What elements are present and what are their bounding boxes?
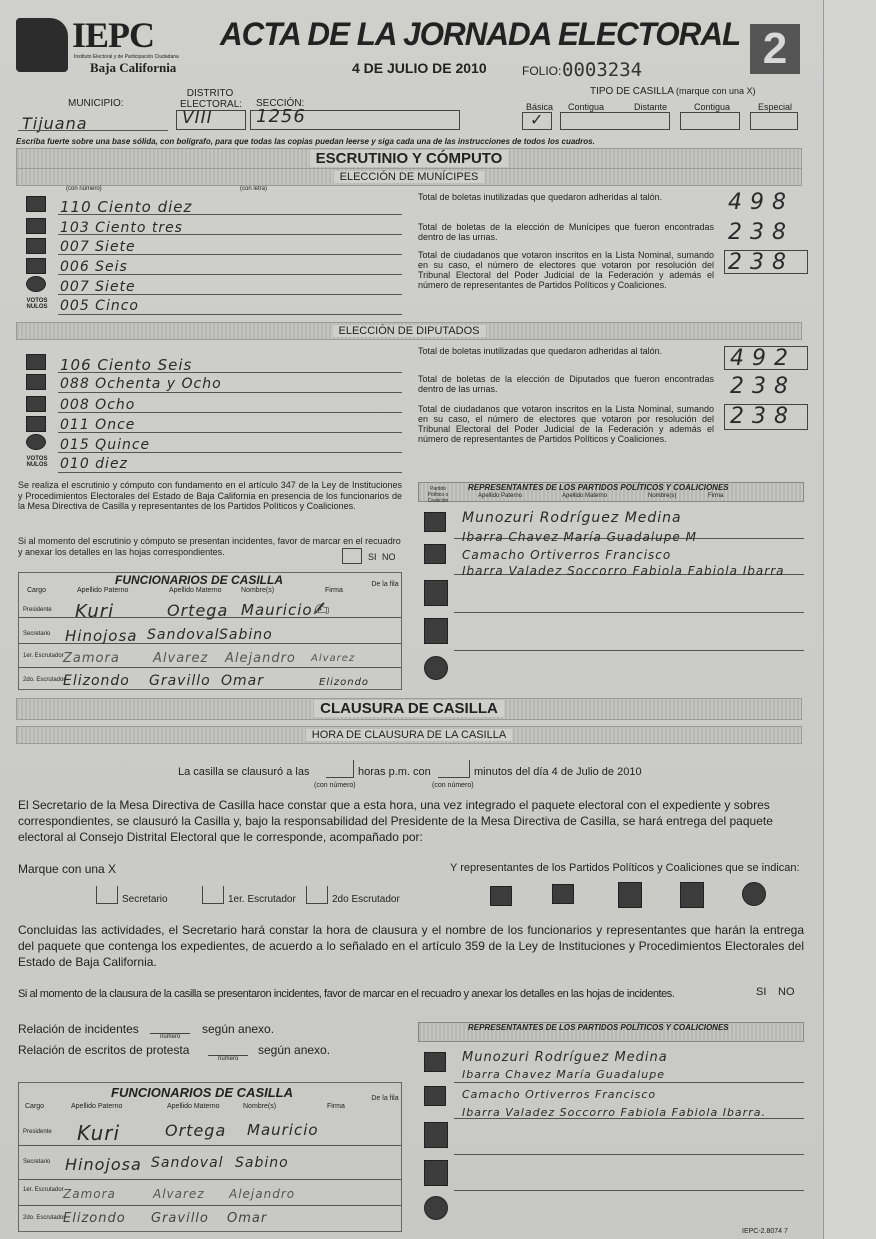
- votos-nulos-label: VOTOS NULOS: [26, 298, 48, 310]
- escrutador1-firma: Alvarez: [311, 653, 356, 664]
- dip-vote-nulos: 010 diez: [60, 456, 128, 472]
- diputados-vote-block: [18, 346, 404, 474]
- incidents-text: Si al momento del escrutinio y cómputo se presentan incidentes, favor de marcar en el recuadro y anexar los detalles en las hojas correspondientes.: [18, 536, 401, 557]
- prd-icon: [424, 1122, 448, 1148]
- distrito-value: VIII: [182, 108, 213, 128]
- tipo-especial: Especial: [758, 102, 793, 112]
- munic-stat-value-3: 238: [728, 250, 794, 275]
- election-date: 4 DE JULIO DE 2010: [352, 60, 487, 76]
- col-cargo: Cargo: [27, 587, 47, 594]
- presidente-ap: Kuri: [75, 601, 115, 622]
- row-line: [19, 1179, 401, 1180]
- distrito-label: DISTRITO ELECTORAL:: [180, 88, 243, 110]
- presidente-nom: Mauricio: [241, 601, 313, 619]
- tipo-distante: Distante: [634, 102, 668, 112]
- org-subtitle: Instituto Electoral y de Participación Ciudadana: [74, 54, 179, 60]
- row-line: [58, 472, 402, 473]
- pri-icon[interactable]: [552, 884, 574, 904]
- presidente-am: Ortega: [167, 601, 229, 620]
- municipio-value: Tijuana: [22, 114, 88, 133]
- clausura-line-end: minutos del día 4 de Julio de 2010: [474, 766, 642, 778]
- row-line: [19, 1205, 401, 1206]
- folio-label: FOLIO:: [522, 64, 562, 78]
- escrutador1-option: 1er. Escrutador: [228, 894, 296, 905]
- folio-number: 0003234: [562, 59, 643, 81]
- rep1-pt: Ibarra Valadez Soccorro Fabiola Fabiola Ibarra: [462, 564, 785, 578]
- clausura-line-mid: horas p.m. con: [358, 766, 431, 778]
- incidents-si-label: SI: [368, 552, 377, 562]
- row-line: [19, 1145, 401, 1146]
- prd-icon: [26, 238, 46, 254]
- munic-vote-pri: 103 Ciento tres: [60, 220, 183, 236]
- pri-icon: [424, 544, 446, 564]
- cargo-1er-escrutador: 1er. Escrutador: [23, 1187, 64, 1193]
- row-line: [58, 392, 402, 393]
- funcionarios2-title: FUNCIONARIOS DE CASILLA: [111, 1085, 293, 1100]
- escrutador2-ap: Elizondo: [63, 673, 130, 689]
- pt-icon: [424, 618, 448, 644]
- cargo-2do-escrutador: 2do. Escrutador: [23, 1215, 66, 1221]
- pan-icon[interactable]: [490, 886, 512, 906]
- munic-stat-value-2: 238: [728, 220, 794, 245]
- rep2-pt: Ibarra Valadez Soccorro Fabiola Fabiola Ibarra.: [462, 1106, 766, 1119]
- col-fila: De la fila: [371, 1095, 399, 1102]
- row-line: [58, 314, 402, 315]
- col-nombre: Nombre(s): [243, 1103, 277, 1110]
- escrutador2-nom: Omar: [221, 673, 264, 689]
- presidente-ap: Kuri: [77, 1121, 121, 1145]
- tipo-check-mark: ✓: [530, 110, 545, 129]
- hora-input[interactable]: [326, 760, 354, 778]
- pan-icon: [424, 512, 446, 532]
- escrutinio-header: [16, 148, 802, 170]
- rep2-prd: Camacho Ortiverros Francisco: [462, 1088, 657, 1101]
- pan-icon: [424, 1052, 446, 1072]
- dip-stat-label-2: Total de boletas de la elección de Diputados que fueron encontradas dentro de las urnas.: [418, 374, 714, 394]
- funcionarios-table-1: [18, 572, 402, 690]
- secretario-checkbox[interactable]: [96, 886, 118, 904]
- munic-stat-label-2: Total de boletas de la elección de Munícipes que fueron encontradas dentro de las urnas.: [418, 222, 714, 242]
- tipo-casilla-label: TIPO DE CASILLA: [590, 86, 674, 97]
- rep1-pri: Ibarra Chavez María Guadalupe M: [462, 530, 697, 544]
- col-ap-materno: Apellido Materno: [169, 587, 222, 594]
- cargo-presidente: Presidente: [23, 607, 52, 613]
- protesta-count-input[interactable]: [208, 1038, 248, 1056]
- pan-icon: [26, 354, 46, 370]
- munic-vote-nulos: 005 Cinco: [60, 298, 139, 314]
- rep1-prd: Camacho Ortiverros Francisco: [462, 548, 672, 562]
- municipes-header: [16, 168, 802, 186]
- munic-vote-pan: 110 Ciento diez: [60, 198, 193, 216]
- rep2-pan: Munozuri Rodríguez Medina: [462, 1050, 668, 1065]
- dip-vote-pri: 088 Ochenta y Ocho: [60, 376, 222, 392]
- pt-icon: [26, 416, 46, 432]
- rep1-pan: Munozuri Rodríguez Medina: [462, 510, 682, 526]
- incidents-si-box[interactable]: [342, 548, 362, 564]
- escrutador1-nom: Alejandro: [225, 651, 296, 666]
- tipo-contigua-box[interactable]: [560, 112, 670, 130]
- escrutador1-ap: Zamora: [63, 651, 120, 666]
- row-line: [454, 1190, 804, 1191]
- munic-vote-prd: 007 Siete: [60, 239, 136, 255]
- row-line: [454, 1154, 804, 1155]
- secretario-ap: Hinojosa: [65, 627, 138, 645]
- representantes-text: Y representantes de los Partidos Políticos y Coaliciones que se indican:: [450, 862, 800, 874]
- copy-number-badge: 2: [750, 24, 800, 74]
- prd-icon: [424, 580, 448, 606]
- clausura-title: CLAUSURA DE CASILLA: [314, 700, 504, 717]
- tipo-contigua-2: Contigua: [694, 102, 731, 112]
- col-rep-am: Apellido Materno: [562, 493, 608, 499]
- munic-stat-label-3: Total de ciudadanos que votaron inscritos en la Lista Nominal, sumando en su caso, el número de electores que votaron por resolución del Tribunal Electoral del Poder Judicial de la Federación y además el número de representantes de Partidos Políticos y Coaliciones.: [418, 250, 714, 290]
- municipes-vote-block: [18, 192, 404, 318]
- relacion-incidentes-label: Relación de incidentes: [18, 1022, 139, 1036]
- clausura-paragraph-2: Concluidas las actividades, el Secretario hará constar la hora de clausura y el nombre de los funcionarios y representantes que harán la entrega del paquete que contenga los expedientes, de acuerdo a lo señalado en el artículo 359 de la Ley de Instituciones y Procedimientos Electorales del Estado de Baja California.: [18, 923, 804, 969]
- col-rep-ap: Apellido Paterno: [478, 493, 523, 499]
- footer-code: IEPC-2.8074 7: [742, 1228, 788, 1235]
- pvem-icon: [26, 276, 46, 292]
- dip-vote-pvem: 015 Quince: [60, 437, 151, 453]
- relacion-protesta-suffix: según anexo.: [258, 1043, 331, 1057]
- municipio-line: [18, 130, 168, 131]
- pvem-icon: [26, 434, 46, 450]
- pt-icon[interactable]: [680, 882, 704, 908]
- numero-hint-1: número: [160, 1034, 181, 1040]
- pt-icon: [424, 1160, 448, 1186]
- escrutador1-am: Alvarez: [153, 1187, 205, 1201]
- pvem-icon: [424, 1196, 448, 1220]
- tipo-contigua: Contigua: [568, 102, 605, 112]
- munic-vote-pt: 006 Seis: [60, 259, 128, 275]
- escrutador2-checkbox[interactable]: [306, 886, 328, 904]
- pan-icon: [26, 196, 46, 212]
- municipes-title: ELECCIÓN DE MUNÍCIPES: [334, 171, 485, 183]
- pvem-icon: [424, 656, 448, 680]
- dip-vote-pan: 106 Ciento Seis: [60, 356, 193, 374]
- col-firma: Firma: [327, 1103, 345, 1110]
- secretario-nom: Sabino: [219, 627, 273, 643]
- escrutador2-am: Gravillo: [151, 1211, 209, 1226]
- dip-vote-pt: 011 Once: [60, 417, 136, 433]
- hora-clausura-header: [16, 726, 802, 744]
- tipo-basica: Básica: [526, 102, 554, 112]
- munic-stat-value-1: 498: [728, 190, 794, 215]
- diputados-header: [16, 322, 802, 340]
- munic-vote-pvem: 007 Siete: [60, 279, 136, 295]
- funcionarios-title: FUNCIONARIOS DE CASILLA: [115, 573, 283, 587]
- cargo-presidente: Presidente: [23, 1129, 52, 1135]
- relacion-incidentes-suffix: según anexo.: [202, 1022, 275, 1036]
- escrutador2-firma: Elizondo: [319, 677, 370, 688]
- marque-label: Marque con una X: [18, 862, 117, 876]
- clausura-paragraph: El Secretario de la Mesa Directiva de Casilla hace constar que a esta hora, una vez integrado el paquete electoral con el expediente y sobres correspondientes, se clausuró la Casilla y, bajo la responsabilidad del Presidente de la Mesa Directiva de Casilla, se hará entrega del paquete electoral al Consejo Distrital Electoral que le corresponde, acompañado por:: [18, 798, 773, 844]
- presidente-firma: ✍: [313, 597, 331, 621]
- col-ap-paterno: Apellido Paterno: [71, 1103, 123, 1110]
- clausura-line-start: La casilla se clausuró a las: [178, 766, 310, 778]
- rep2-pri: Ibarra Chavez María Guadalupe: [462, 1068, 665, 1081]
- incidents2-si: SI: [756, 986, 767, 998]
- pri-icon: [26, 374, 46, 390]
- pri-icon: [424, 1086, 446, 1106]
- dip-stat-value-1: 492: [730, 346, 796, 371]
- row-line: [454, 1082, 804, 1083]
- dip-stat-label-3: Total de ciudadanos que votaron inscritos en la Lista Nominal, sumando en su caso, el número de electores que votaron por resolución del Tribunal Electoral del Poder Judicial de la Federación y además el número de representantes de Partidos Políticos y Coaliciones.: [418, 404, 714, 444]
- presidente-am: Ortega: [165, 1121, 227, 1140]
- dip-stat-label-1: Total de boletas inutilizadas que quedaron adheridas al talón.: [418, 346, 663, 356]
- secretario-am: Sandoval: [151, 1155, 224, 1171]
- seal-icon: [16, 18, 68, 72]
- cargo-secretario: Secretario: [23, 1159, 51, 1165]
- col-cargo: Cargo: [25, 1103, 45, 1110]
- incidents-no-label: NO: [382, 552, 396, 562]
- cargo-2do-escrutador: 2do. Escrutador: [23, 677, 66, 683]
- prd-icon: [26, 396, 46, 412]
- votos-nulos-label: VOTOS NULOS: [26, 456, 48, 468]
- minutos-hint: (con número): [432, 782, 474, 789]
- representantes-table-2: [418, 1022, 804, 1222]
- minutos-input[interactable]: [438, 760, 470, 778]
- escrutador1-checkbox[interactable]: [202, 886, 224, 904]
- secretario-nom: Sabino: [235, 1155, 289, 1171]
- numero-hint-2: número: [218, 1056, 239, 1062]
- tipo-distante-box[interactable]: [680, 112, 740, 130]
- cargo-1er-escrutador: 1er. Escrutador: [23, 653, 64, 659]
- secretario-option: Secretario: [122, 894, 168, 905]
- col-firma: Firma: [325, 587, 343, 594]
- representantes2-title: REPRESENTANTES DE LOS PARTIDOS POLÍTICOS Y COALICIONES: [468, 1023, 729, 1032]
- clausura-header: [16, 698, 802, 720]
- col-ap-materno: Apellido Materno: [167, 1103, 220, 1110]
- row-line: [454, 650, 804, 651]
- pvem-icon[interactable]: [742, 882, 766, 906]
- cargo-secretario: Secretario: [23, 631, 51, 637]
- tipo-hint: (marque con una X): [676, 86, 756, 96]
- presidente-nom: Mauricio: [247, 1121, 319, 1139]
- row-line: [454, 612, 804, 613]
- col-partido: Partido Político o Coalición: [427, 486, 449, 504]
- dip-stat-value-3: 238: [730, 404, 796, 429]
- diputados-title: ELECCIÓN DE DIPUTADOS: [333, 325, 486, 337]
- col-nombre: Nombre(s): [241, 587, 275, 594]
- org-state: Baja California: [90, 60, 177, 75]
- representantes-table-1: [418, 482, 804, 688]
- prd-icon[interactable]: [618, 882, 642, 908]
- col-rep-nom: Nombre(s): [648, 493, 677, 499]
- pt-icon: [26, 258, 46, 274]
- row-line: [19, 667, 401, 668]
- escrutador1-nom: Alejandro: [229, 1187, 296, 1201]
- incidentes-count-input[interactable]: [150, 1016, 190, 1034]
- munic-stat-label-1: Total de boletas inutilizadas que quedaron adheridas al talón.: [418, 192, 663, 202]
- escrutador1-am: Alvarez: [153, 651, 209, 666]
- dip-vote-prd: 008 Ocho: [60, 397, 136, 413]
- municipio-label: MUNICIPIO:: [68, 98, 124, 109]
- funcionarios-table-2: [18, 1082, 402, 1232]
- diputados-stats: [418, 346, 808, 466]
- col-letra-label: (con letra): [240, 186, 268, 192]
- escrutador2-option: 2do Escrutador: [332, 894, 400, 905]
- seccion-value: 1256: [256, 106, 306, 127]
- municipes-stats: [418, 192, 808, 316]
- page-title: ACTA DE LA JORNADA ELECTORAL: [220, 16, 741, 52]
- incidents-text-2: Si al momento de la clausura de la casilla se presentaron incidentes, favor de marcar en el recuadro y anexar los detalles en las hojas de incidentes.: [18, 988, 675, 1000]
- escrutador2-nom: Omar: [227, 1211, 268, 1226]
- logo-text: IEPC: [72, 15, 155, 55]
- secretario-am: Sandoval: [147, 627, 220, 643]
- hora-clausura-title: HORA DE CLAUSURA DE LA CASILLA: [306, 729, 512, 741]
- col-ap-paterno: Apellido Paterno: [77, 587, 129, 594]
- pri-icon: [26, 218, 46, 234]
- escrutador2-am: Gravillo: [149, 673, 211, 689]
- escrutador1-ap: Zamora: [63, 1187, 116, 1201]
- relacion-protesta-label: Relación de escritos de protesta: [18, 1043, 190, 1057]
- incidents2-no: NO: [778, 986, 795, 998]
- instructions-text: Escriba fuerte sobre una base sólida, con bolígrafo, para que todas las copias puedan leerse y siga cada una de las instrucciones de todos los cuadros.: [16, 137, 595, 146]
- escrutinio-title: ESCRUTINIO Y CÓMPUTO: [310, 150, 509, 167]
- seccion-label: SECCIÓN:: [256, 98, 305, 109]
- secretario-ap: Hinojosa: [65, 1155, 142, 1174]
- hora-hint: (con número): [314, 782, 356, 789]
- col-numero-label: (con número): [66, 186, 102, 192]
- tipo-especial-box[interactable]: [750, 112, 798, 130]
- representantes-title: REPRESENTANTES DE LOS PARTIDOS POLÍTICOS Y COALICIONES: [468, 483, 729, 492]
- iepc-logo: [16, 14, 206, 76]
- dip-stat-value-2: 238: [730, 374, 796, 399]
- col-fila: De la fila: [371, 581, 399, 588]
- legal-text: Se realiza el escrutinio y cómputo con fundamento en el artículo 347 de la Ley de Instituciones y Procedimientos Electorales del Estado de Baja California en presencia de los funcionarios de la Mesa Directiva de Casilla y representantes de los Partidos Políticos y Coaliciones.: [18, 480, 402, 511]
- escrutador2-ap: Elizondo: [63, 1211, 126, 1226]
- col-rep-firma: Firma: [708, 493, 724, 499]
